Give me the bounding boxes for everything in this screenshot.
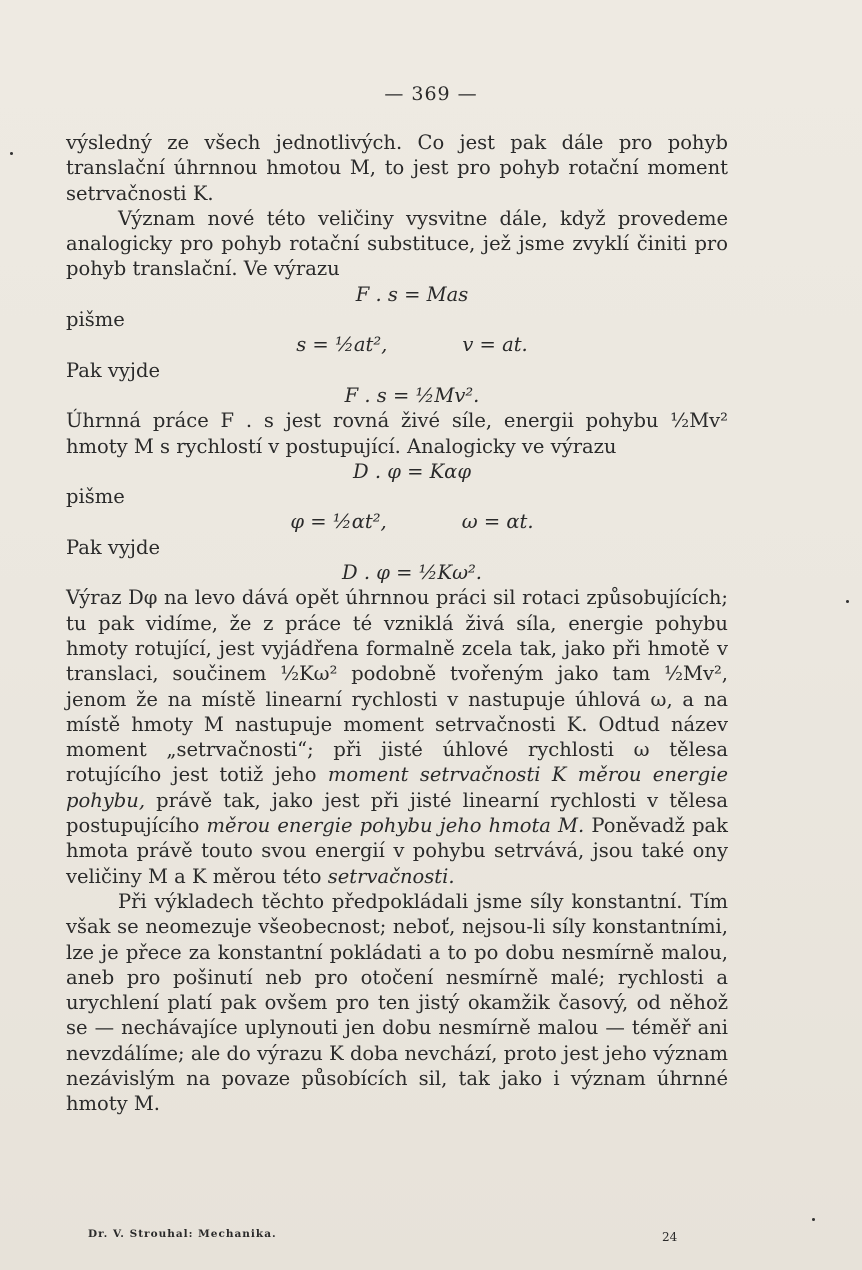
paragraph-4 (66, 585, 728, 889)
label-pak-vyjde-2: Pak vyjde (66, 535, 160, 559)
page-number: — 369 — (384, 83, 478, 105)
equation-work-force: F . s = Mas (355, 282, 469, 306)
equation-rotational-work: D . φ = Kαφ (352, 459, 471, 483)
equation-v: v = at. (462, 333, 528, 357)
label-pisme-2: pišme (66, 485, 125, 509)
equation-s: s = ½at², (296, 333, 388, 357)
equation-substitution-translation (66, 332, 728, 357)
paragraph-1: výsledný ze všech jednotlivých. Co jest pak dále pro pohyb translační úhrnnou hmotou M, to jest pro pohyb rotační moment setrvačnosti K. (66, 131, 728, 205)
print-speck (846, 600, 849, 603)
equation-phi: φ = ½αt², (290, 510, 387, 534)
label-pisme-1: pišme (66, 308, 125, 332)
print-speck (10, 152, 13, 155)
page-body (66, 130, 728, 1117)
footer-author: Dr. V. Strouhal: Mechanika. (88, 1228, 277, 1240)
paragraph-5: Při výkladech těchto předpokládali jsme síly konstantní. Tím však se neomezuje všeobecnost; neboť, nejsou-li síly konstantními, lze je přece za konstantní pokládati a to po dobu nesmírně malou, aneb pro pošinutí neb pro otočení nesmírně malé; rychlosti a urychlení platí pak ovšem pro ten jistý okamžik časový, od něhož se — nechávajíce uplynouti jen dobu nesmírně malou — téměř ani nevzdálíme; ale do výrazu K doba nevchází, proto jest jeho význam nezávislým na povaze působících sil, tak jako i význam úhrnné hmoty M. (66, 889, 728, 1116)
paragraph-4-part-b: právě tak, jako jest při jisté linearní rychlosti v tělesa postupujícího (66, 788, 729, 838)
paragraph-4-part-c: Poněvadž pak hmota právě touto svou energií v pohybu setrvává, jsou také ony veličiny M a K měrou této (66, 814, 728, 888)
equation-kinetic-energy: F . s = ½Mv². (344, 383, 480, 407)
print-speck (812, 1218, 815, 1221)
label-pak-vyjde-1: Pak vyjde (66, 358, 160, 382)
paragraph-4-part-a: Výraz Dφ na levo dává opět úhrnnou práci sil rotaci způsobujících; tu pak vidíme, že z práce té vzniklá živá síla, energie pohybu hmoty rotující, jest vyjádřena formalně zcela tak, jako při hmotě v translaci, součinem ½Kω² podobně tvořeným jako tam ½Mv², jenom že na místě linearní rychlosti v nastupuje úhlová ω, a na místě hmoty M nastupuje moment setrvačnosti K. Odtud název moment „setrvačnosti“; při jisté úhlové rychlosti ω tělesa rotujícího jest totiž jeho (66, 586, 728, 787)
equation-substitution-rotation (66, 509, 728, 534)
signature-mark: 24 (662, 1230, 678, 1244)
paragraph-4-emphasis-3: setrvačnosti. (327, 864, 455, 888)
paragraph-4-emphasis-1: moment setrvačnosti K měrou energie pohybu, (66, 763, 729, 812)
paragraph-3: Úhrnná práce F . s jest rovná živé síle, energii pohybu ½Mv² hmoty M s rychlostí v postupující. Analogicky ve výrazu (66, 409, 728, 458)
paragraph-2: Význam nové této veličiny vysvitne dále, když provedeme analogicky pro pohyb rotační substituce, jež jsme zvyklí činiti pro pohyb translační. Ve výrazu (66, 206, 728, 281)
equation-omega: ω = αt. (461, 510, 534, 534)
equation-rotational-energy: D . φ = ½Kω². (341, 561, 482, 585)
paragraph-4-emphasis-2: měrou energie pohybu jeho hmota M. (206, 814, 585, 838)
